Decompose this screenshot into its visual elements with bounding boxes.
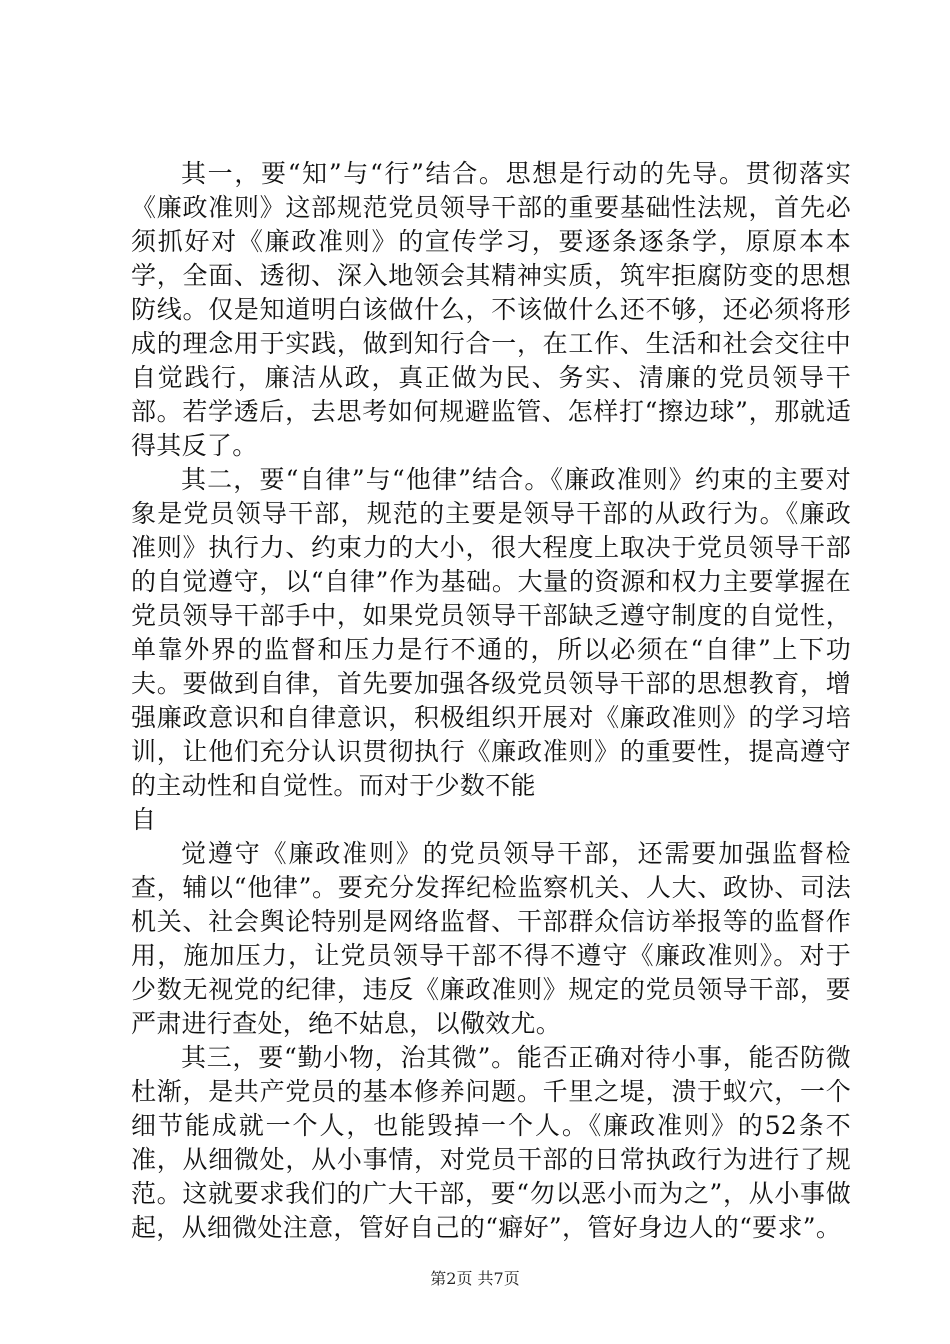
page-footer: 第2页 共7页 [430, 1269, 520, 1288]
orphan-line: 自 [131, 805, 157, 834]
paragraph-4: 其三，要“勤小物，治其微”。能否正确对待小事，能否防微杜渐，是共产党员的基本修养问题。千里之堤，溃于蚁穴，一个细节能成就一个人，也能毁掉一个人。《廉政准则》的52条不准，从细微处，从小事情，对党员干部的日常执政行为进行了规范。这就要求我们的广大干部，要“勿以恶小而为之”，从小事做起，从细微处注意，管好自己的“癖好”，管好身边人的“要求”。 [131, 1043, 851, 1242]
paragraph-2: 其二，要“自律”与“他律”结合。《廉政准则》约束的主要对象是党员领导干部，规范的主要是领导干部的从政行为。《廉政准则》执行力、约束力的大小，很大程度上取决于党员领导干部的自觉遵守，以“自律”作为基础。大量的资源和权力主要掌握在党员领导干部手中，如果党员领导干部缺乏遵守制度的自觉性，单靠外界的监督和压力是行不通的，所以必须在“自律”上下功夫。要做到自律，首先要加强各级党员领导干部的思想教育，增强廉政意识和自律意识，积极组织开展对《廉政准则》的学习培训，让他们充分认识贯彻执行《廉政准则》的重要性，提高遵守的主动性和自觉性。而对于少数不能 [131, 465, 851, 800]
document-body [0, 157, 950, 1245]
paragraph-3: 觉遵守《廉政准则》的党员领导干部，还需要加强监督检查，辅以“他律”。要充分发挥纪检监察机关、人大、政协、司法机关、社会舆论特别是网络监督、干部群众信访举报等的监督作用，施加压力，让党员领导干部不得不遵守《廉政准则》。对于少数无视党的纪律，违反《廉政准则》规定的党员领导干部，要严肃进行查处，绝不姑息，以儆效尤。 [131, 839, 851, 1038]
paragraph-1: 其一，要“知”与“行”结合。思想是行动的先导。贯彻落实《廉政准则》这部规范党员领导干部的重要基础性法规，首先必须抓好对《廉政准则》的宣传学习，要逐条逐条学，原原本本学，全面、透彻、深入地领会其精神实质，筑牢拒腐防变的思想防线。仅是知道明白该做什么，不该做什么还不够，还必须将形成的理念用于实践，做到知行合一，在工作、生活和社会交往中自觉践行，廉洁从政，真正做为民、务实、清廉的党员领导干部。若学透后，去思考如何规避监管、怎样打“擦边球”，那就适得其反了。 [131, 159, 851, 460]
